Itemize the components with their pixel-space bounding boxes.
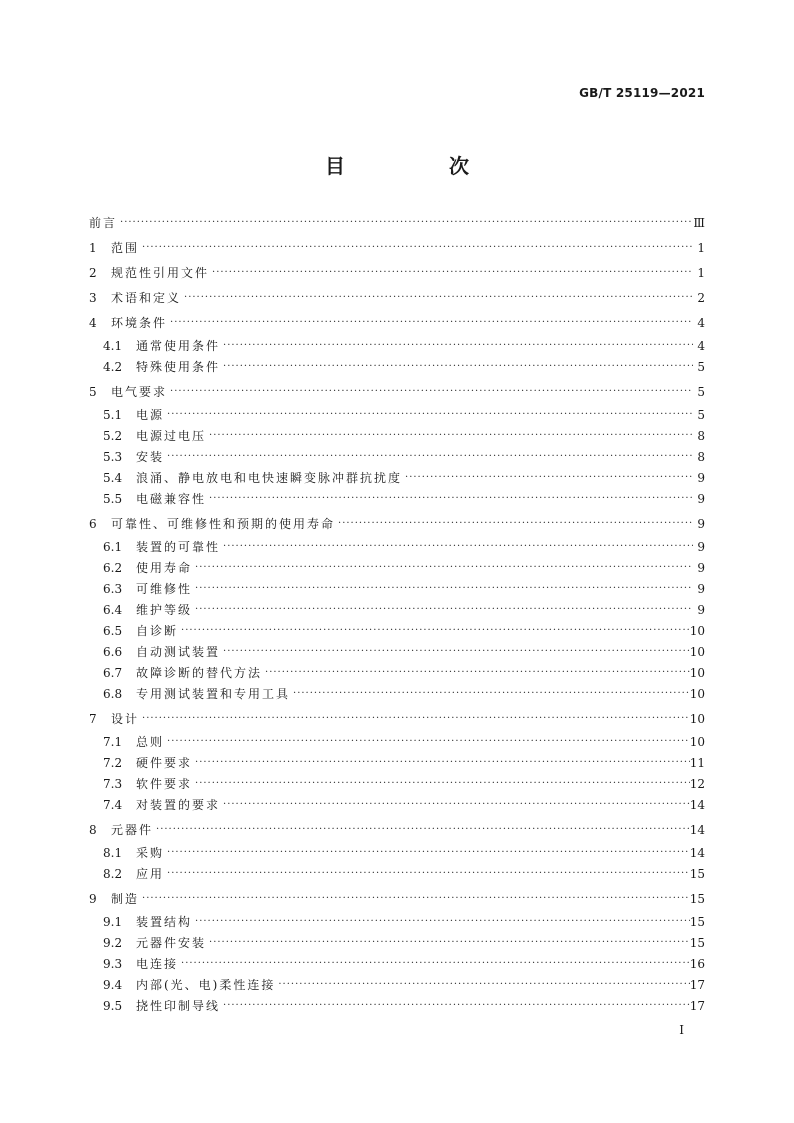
toc-leader-dots — [220, 998, 690, 1014]
toc-leader-dots — [164, 407, 693, 423]
toc-entry-page: 5 — [697, 385, 705, 399]
toc-leader-dots — [335, 516, 693, 532]
toc-entry-page: 2 — [697, 291, 705, 305]
toc-subentry[interactable] — [89, 734, 705, 750]
toc-entry-label: 电源过电压 — [136, 429, 207, 443]
toc-entry[interactable] — [89, 290, 705, 306]
toc-entry-number: 1 — [89, 241, 97, 255]
toc-subentry[interactable] — [89, 359, 705, 375]
toc-entry-label: 规范性引用文件 — [111, 266, 210, 280]
toc-entry-number: 7 — [89, 712, 97, 726]
toc-leader-dots — [139, 891, 690, 907]
toc-entry-label: 故障诊断的替代方法 — [136, 666, 263, 680]
toc-entry-label: 电源 — [136, 408, 165, 422]
toc-subentry[interactable] — [89, 539, 705, 555]
toc-entry-page: 14 — [689, 798, 705, 812]
toc-entry-label: 采购 — [136, 846, 165, 860]
toc-subentry[interactable] — [89, 491, 705, 507]
toc-entry-page: 9 — [697, 582, 705, 596]
toc-subentry[interactable] — [89, 914, 705, 930]
toc-entry-page: 9 — [697, 492, 705, 506]
toc-entry-number: 6 — [89, 517, 97, 531]
toc-entry[interactable] — [89, 822, 705, 838]
toc-entry-label: 装置结构 — [136, 915, 193, 929]
toc-entry-page: 10 — [689, 666, 705, 680]
toc-subentry[interactable] — [89, 797, 705, 813]
toc-entry-page: 15 — [689, 867, 705, 881]
toc-entry-number: 9.2 — [103, 936, 123, 950]
toc-entry-page: 15 — [689, 915, 705, 929]
toc-leader-dots — [290, 686, 690, 702]
toc-leader-dots — [220, 539, 693, 555]
toc-entry-number: 5.4 — [103, 471, 123, 485]
toc-entry-label: 应用 — [136, 867, 165, 881]
toc-entry-page: 9 — [697, 471, 705, 485]
toc-entry-page: Ⅲ — [693, 216, 705, 230]
toc-entry-number: 9 — [89, 892, 97, 906]
toc-entry-number: 2 — [89, 266, 97, 280]
toc-entry-number: 3 — [89, 291, 97, 305]
toc-entry-number: 6.1 — [103, 540, 123, 554]
toc-entry-page: 5 — [697, 360, 705, 374]
standard-code: GB/T 25119—2021 — [579, 86, 705, 100]
toc-entry-number: 5.2 — [103, 429, 123, 443]
toc-entry-number: 6.7 — [103, 666, 123, 680]
toc-leader-dots — [206, 935, 690, 951]
toc-subentry[interactable] — [89, 602, 705, 618]
toc-entry-label: 元器件 — [111, 823, 154, 837]
toc-entry-number: 5.1 — [103, 408, 123, 422]
toc-leader-dots — [262, 665, 690, 681]
toc-leader-dots — [220, 644, 690, 660]
toc-entry-page: 14 — [689, 823, 705, 837]
toc-entry-number: 7.4 — [103, 798, 123, 812]
toc-entry-number: 9.1 — [103, 915, 123, 929]
toc-subentry[interactable] — [89, 407, 705, 423]
toc-subentry[interactable] — [89, 665, 705, 681]
page-title: 目 次 — [325, 154, 511, 178]
page-number: I — [679, 1023, 684, 1037]
toc-leader-dots — [167, 384, 693, 400]
toc-entry-number: 6.3 — [103, 582, 123, 596]
toc-leader-dots — [206, 428, 693, 444]
toc-entry-label: 可维修性 — [136, 582, 193, 596]
toc-entry-page: 11 — [689, 756, 705, 770]
toc-leader-dots — [220, 338, 693, 354]
toc-subentry[interactable] — [89, 581, 705, 597]
toc-entry-number: 6.5 — [103, 624, 123, 638]
toc-entry-label: 电磁兼容性 — [136, 492, 207, 506]
toc-subentry[interactable] — [89, 449, 705, 465]
toc-entry-label: 术语和定义 — [111, 291, 182, 305]
toc-entry-number: 7.1 — [103, 735, 123, 749]
toc-subentry[interactable] — [89, 845, 705, 861]
toc-entry-label: 自动测试装置 — [136, 645, 221, 659]
toc-leader-dots — [192, 560, 693, 576]
toc-entry-page: 10 — [689, 687, 705, 701]
toc-leader-dots — [178, 956, 690, 972]
toc-leader-dots — [139, 240, 693, 256]
toc-entry-page: 17 — [689, 978, 705, 992]
toc-entry-label: 自诊断 — [136, 624, 179, 638]
toc-leader-dots — [192, 914, 690, 930]
toc-entry-label: 电连接 — [136, 957, 179, 971]
toc-entry-number: 9.3 — [103, 957, 123, 971]
toc-entry-number: 6.2 — [103, 561, 123, 575]
toc-entry-label: 硬件要求 — [136, 756, 193, 770]
toc-entry-page: 8 — [697, 450, 705, 464]
toc-entry-page: 5 — [697, 408, 705, 422]
toc-entry-page: 1 — [697, 241, 705, 255]
toc-leader-dots — [164, 866, 690, 882]
toc-subentry[interactable] — [89, 998, 705, 1014]
toc-entry-label: 环境条件 — [111, 316, 168, 330]
toc-leader-dots — [167, 315, 693, 331]
toc-entry-label: 通常使用条件 — [136, 339, 221, 353]
toc-entry-label: 装置的可靠性 — [136, 540, 221, 554]
toc-leader-dots — [192, 602, 693, 618]
toc-entry-page: 17 — [689, 999, 705, 1013]
toc-entry-number: 4 — [89, 316, 97, 330]
toc-entry-label: 挠性印制导线 — [136, 999, 221, 1013]
toc-entry-number: 8.2 — [103, 867, 123, 881]
toc-subentry[interactable] — [89, 644, 705, 660]
toc-entry-number: 6.8 — [103, 687, 123, 701]
toc-entry-number: 8.1 — [103, 846, 123, 860]
toc-entry-label: 设计 — [111, 712, 140, 726]
toc-entry-page: 4 — [697, 316, 705, 330]
toc-entry-page: 4 — [697, 339, 705, 353]
toc-entry-page: 16 — [689, 957, 705, 971]
toc-leader-dots — [220, 797, 690, 813]
toc-subentry[interactable] — [89, 560, 705, 576]
toc-subentry[interactable] — [89, 776, 705, 792]
toc-leader-dots — [178, 623, 690, 639]
toc-entry[interactable] — [89, 315, 705, 331]
toc-entry-page: 10 — [689, 712, 705, 726]
toc-entry[interactable] — [89, 384, 705, 400]
toc-leader-dots — [164, 734, 690, 750]
toc-leader-dots — [153, 822, 690, 838]
toc-entry-page: 9 — [697, 561, 705, 575]
toc-entry-number: 6.4 — [103, 603, 123, 617]
toc-subentry[interactable] — [89, 977, 705, 993]
toc-entry[interactable] — [89, 516, 705, 532]
toc-entry-number: 5.3 — [103, 450, 123, 464]
toc-entry-page: 15 — [689, 892, 705, 906]
toc-subentry[interactable] — [89, 866, 705, 882]
toc-entry[interactable] — [89, 215, 705, 231]
toc-entry-label: 范围 — [111, 241, 140, 255]
toc-subentry[interactable] — [89, 956, 705, 972]
toc-subentry[interactable] — [89, 623, 705, 639]
toc-entry-number: 6.6 — [103, 645, 123, 659]
toc-entry-label: 软件要求 — [136, 777, 193, 791]
toc-entry-label: 维护等级 — [136, 603, 193, 617]
toc-subentry[interactable] — [89, 428, 705, 444]
toc-entry-page: 10 — [689, 735, 705, 749]
toc-leader-dots — [192, 581, 693, 597]
toc-entry-label: 制造 — [111, 892, 140, 906]
toc-subentry[interactable] — [89, 470, 705, 486]
toc-subentry[interactable] — [89, 935, 705, 951]
toc-entry-label: 电气要求 — [111, 385, 168, 399]
toc-leader-dots — [192, 776, 690, 792]
toc-entry-page: 10 — [689, 645, 705, 659]
toc-leader-dots — [402, 470, 693, 486]
toc-entry-page: 9 — [697, 603, 705, 617]
toc-leader-dots — [164, 449, 693, 465]
toc-entry-number: 4.2 — [103, 360, 123, 374]
toc-entry[interactable] — [89, 711, 705, 727]
toc-leader-dots — [164, 845, 690, 861]
toc-entry-page: 8 — [697, 429, 705, 443]
toc-entry-label: 元器件安装 — [136, 936, 207, 950]
toc-entry-label: 可靠性、可维修性和预期的使用寿命 — [111, 517, 336, 531]
toc-entry-label: 总则 — [136, 735, 165, 749]
toc-entry-page: 10 — [689, 624, 705, 638]
toc-entry-page: 12 — [689, 777, 705, 791]
toc-entry[interactable] — [89, 265, 705, 281]
toc-leader-dots — [181, 290, 693, 306]
toc-entry-number: 5 — [89, 385, 97, 399]
toc-entry-page: 9 — [697, 517, 705, 531]
toc-entry-label: 对装置的要求 — [136, 798, 221, 812]
toc-subentry[interactable] — [89, 755, 705, 771]
toc-entry-label: 使用寿命 — [136, 561, 193, 575]
toc-entry-label: 安装 — [136, 450, 165, 464]
toc-entry-page: 1 — [697, 266, 705, 280]
toc-entry[interactable] — [89, 891, 705, 907]
toc-entry-number: 5.5 — [103, 492, 123, 506]
toc-entry[interactable] — [89, 240, 705, 256]
toc-entry-label: 浪涌、静电放电和电快速瞬变脉冲群抗扰度 — [136, 471, 403, 485]
toc-leader-dots — [209, 265, 693, 281]
toc-entry-number: 9.5 — [103, 999, 123, 1013]
toc-leader-dots — [117, 215, 693, 231]
toc-leader-dots — [206, 491, 693, 507]
toc-entry-number: 7.2 — [103, 756, 123, 770]
toc-entry-number: 4.1 — [103, 339, 123, 353]
toc-entry-label: 专用测试装置和专用工具 — [136, 687, 291, 701]
toc-leader-dots — [192, 755, 690, 771]
toc-entry-label: 前言 — [89, 216, 118, 230]
toc-leader-dots — [220, 359, 693, 375]
toc-entry-page: 14 — [689, 846, 705, 860]
toc-entry-label: 内部(光、电)柔性连接 — [136, 978, 276, 992]
toc-subentry[interactable] — [89, 338, 705, 354]
toc-leader-dots — [275, 977, 689, 993]
toc-entry-number: 7.3 — [103, 777, 123, 791]
toc-subentry[interactable] — [89, 686, 705, 702]
toc-entry-number: 9.4 — [103, 978, 123, 992]
toc-entry-number: 8 — [89, 823, 97, 837]
toc-entry-page: 15 — [689, 936, 705, 950]
toc-leader-dots — [139, 711, 690, 727]
toc-entry-label: 特殊使用条件 — [136, 360, 221, 374]
toc-entry-page: 9 — [697, 540, 705, 554]
